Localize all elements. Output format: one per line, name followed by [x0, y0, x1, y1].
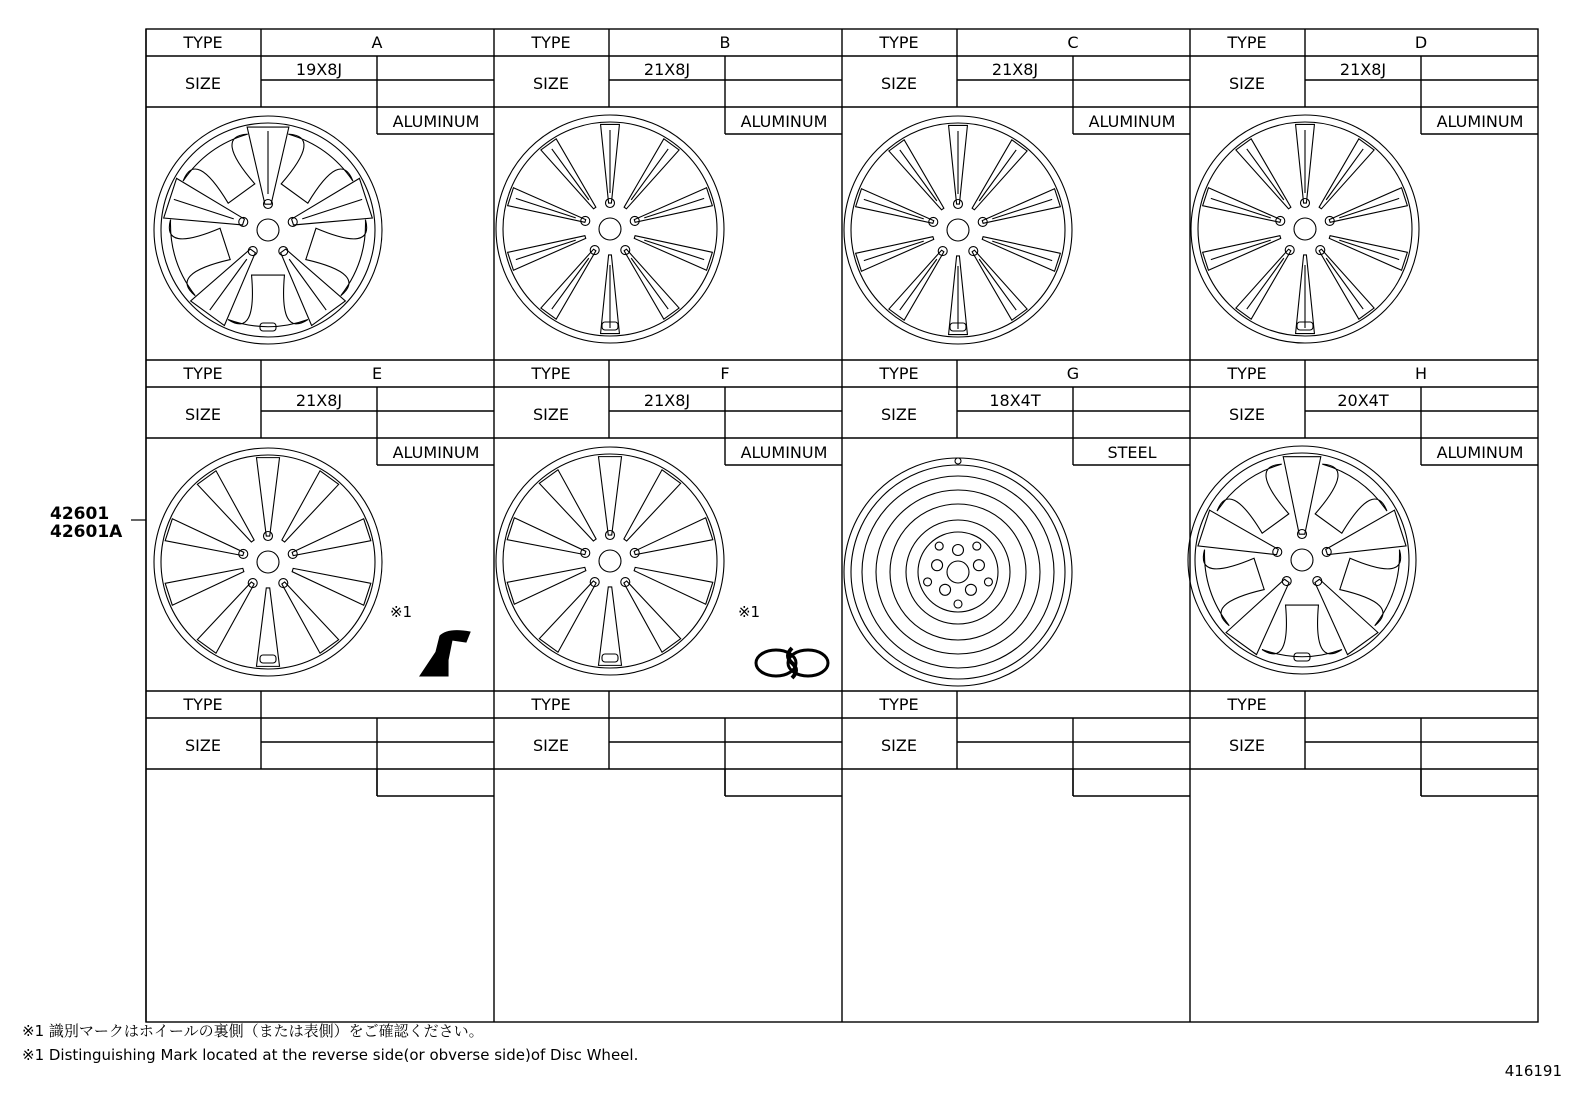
material-value: STEEL — [1107, 443, 1157, 462]
type-label: TYPE — [183, 33, 223, 52]
wheel-d — [1191, 115, 1419, 343]
type-size-grid — [146, 29, 1538, 1022]
size-label: SIZE — [1229, 74, 1265, 93]
wheel-e — [154, 448, 382, 676]
figure-id: 416191 — [1504, 1062, 1562, 1080]
type-label: TYPE — [1227, 33, 1267, 52]
size-value: 18X4T — [989, 391, 1041, 410]
size-value: 20X4T — [1337, 391, 1389, 410]
footnote-marker: ※1 — [389, 603, 413, 621]
size-label: SIZE — [881, 405, 917, 424]
material-value: ALUMINUM — [392, 112, 480, 131]
type-value: F — [720, 364, 730, 383]
size-label: SIZE — [881, 736, 917, 755]
size-label: SIZE — [881, 74, 917, 93]
size-label: SIZE — [1229, 736, 1265, 755]
grid-text-layer — [182, 33, 1523, 755]
type-label: TYPE — [183, 364, 223, 383]
size-label: SIZE — [185, 405, 221, 424]
type-value: E — [371, 364, 383, 383]
type-value: H — [1414, 364, 1428, 383]
size-label: SIZE — [533, 74, 569, 93]
step-mark-icon — [420, 631, 470, 676]
size-value: 21X8J — [1339, 60, 1387, 79]
footnote-jp: ※1 識別マークはホイールの裏側（または表側）をご確認ください。 — [22, 1022, 484, 1040]
type-label: TYPE — [531, 364, 571, 383]
wheel-f — [496, 447, 724, 675]
wheel-b — [496, 115, 724, 343]
material-value: ALUMINUM — [1436, 112, 1524, 131]
part-number-42601a: 42601A — [50, 522, 123, 542]
size-value: 21X8J — [643, 60, 691, 79]
wheel-a — [154, 116, 382, 344]
type-label: TYPE — [1227, 364, 1267, 383]
material-value: ALUMINUM — [392, 443, 480, 462]
type-label: TYPE — [531, 33, 571, 52]
material-value: ALUMINUM — [740, 112, 828, 131]
material-value: ALUMINUM — [1436, 443, 1524, 462]
size-value: 19X8J — [295, 60, 343, 79]
type-value: A — [371, 33, 383, 52]
type-label: TYPE — [879, 695, 919, 714]
type-value: B — [719, 33, 731, 52]
part-number-42601: 42601 — [50, 504, 110, 524]
size-value: 21X8J — [295, 391, 343, 410]
type-value: C — [1067, 33, 1079, 52]
type-label: TYPE — [879, 33, 919, 52]
wheel-c — [844, 116, 1072, 344]
size-value: 21X8J — [643, 391, 691, 410]
type-label: TYPE — [1227, 695, 1267, 714]
wheel-h — [1188, 446, 1416, 674]
type-label: TYPE — [879, 364, 919, 383]
size-label: SIZE — [185, 74, 221, 93]
footnote-marker: ※1 — [737, 603, 761, 621]
material-value: ALUMINUM — [740, 443, 828, 462]
type-value: G — [1066, 364, 1080, 383]
size-label: SIZE — [185, 736, 221, 755]
type-label: TYPE — [183, 695, 223, 714]
footnote-en: ※1 Distinguishing Mark located at the reverse side(or obverse side)of Disc Wheel. — [22, 1046, 639, 1064]
size-label: SIZE — [533, 736, 569, 755]
type-label: TYPE — [531, 695, 571, 714]
wheel-g — [844, 458, 1072, 686]
size-value: 21X8J — [991, 60, 1039, 79]
size-label: SIZE — [533, 405, 569, 424]
ring-mark-icon — [756, 648, 828, 678]
size-label: SIZE — [1229, 405, 1265, 424]
type-value: D — [1414, 33, 1428, 52]
material-value: ALUMINUM — [1088, 112, 1176, 131]
wheel-illustrations — [154, 115, 1419, 686]
